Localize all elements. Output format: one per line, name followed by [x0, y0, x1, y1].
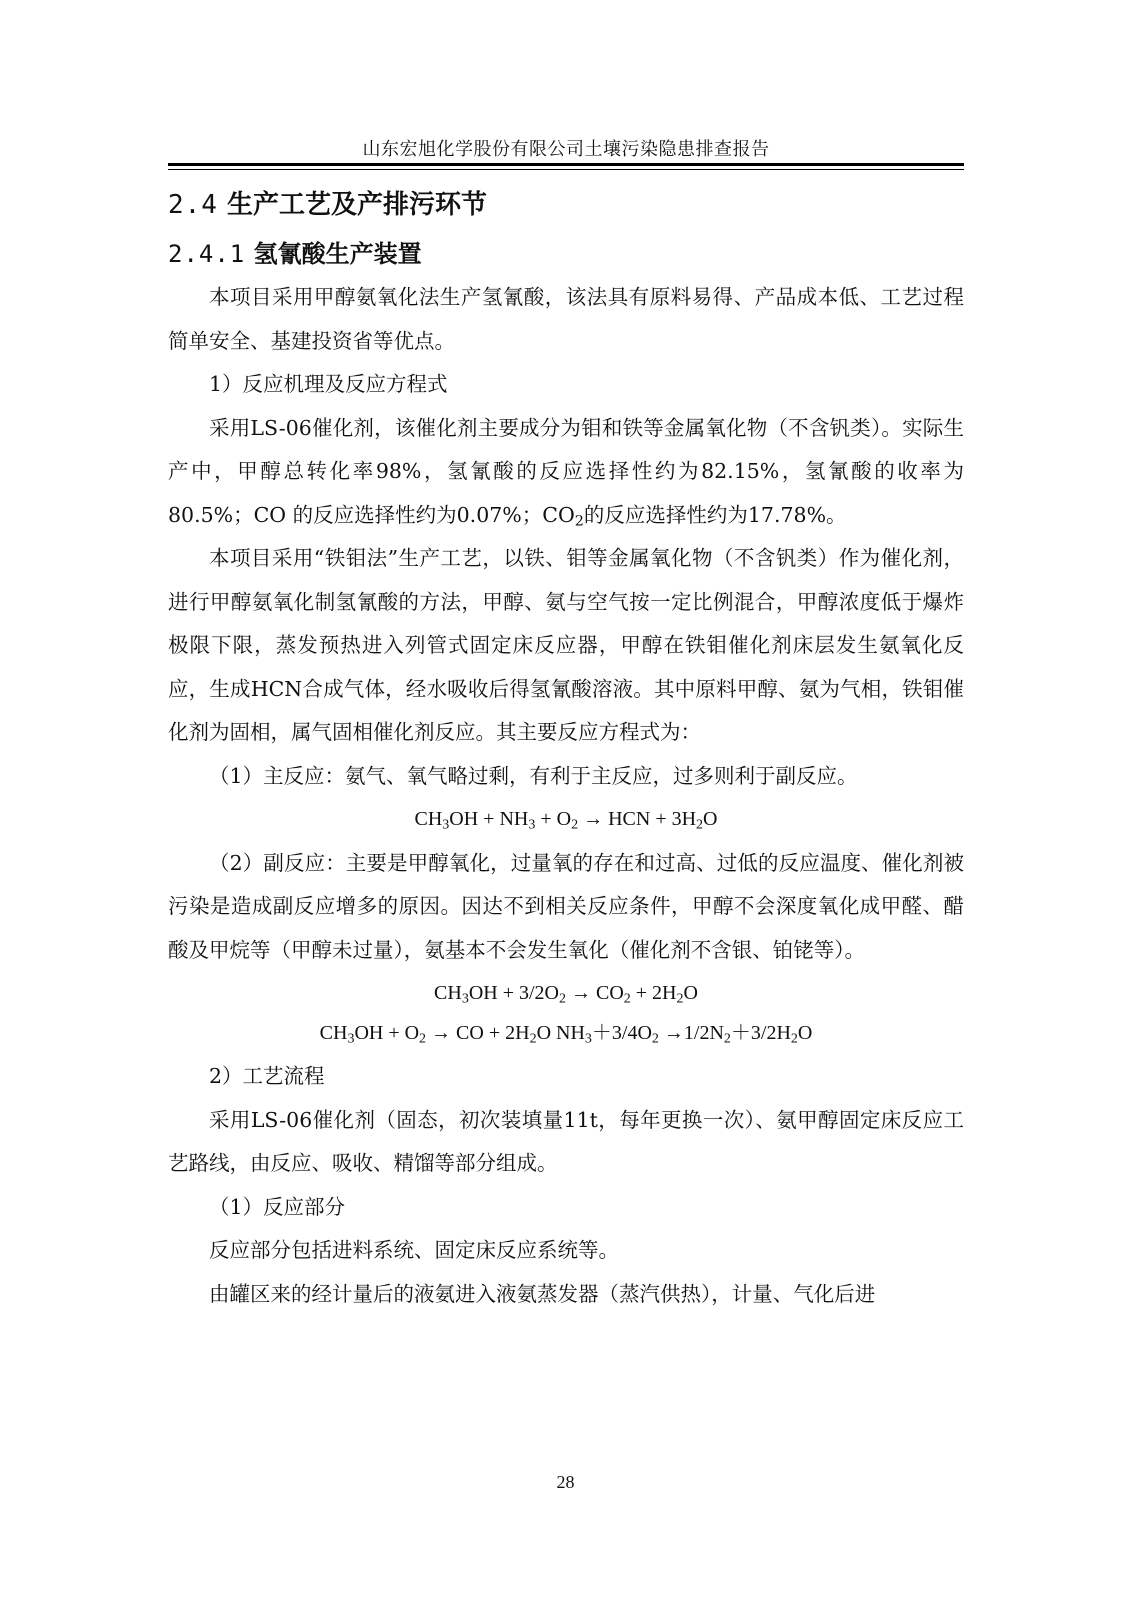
subsection-title: 氢氰酸生产装置: [253, 239, 422, 268]
subsection-number: 2.4.1: [168, 240, 246, 268]
subsection-heading: [168, 234, 964, 274]
equation-side-reaction-2: $CH_3OH + O_2$ → CO + $2H_2O$ $NH_3+3/4O_2 \to 1/2N_2+3/2H_2O$: [319, 1021, 813, 1046]
list-item-mechanism: 1）反应机理及反应方程式: [209, 372, 448, 396]
header-rule-thin: [168, 169, 964, 170]
section-title: 生产工艺及产排污环节: [227, 190, 488, 220]
list-item-process-flow: 2）工艺流程: [209, 1064, 325, 1088]
section-heading: [168, 182, 964, 228]
part-reaction-description: 反应部分包括进料系统、固定床反应系统等。: [209, 1238, 619, 1262]
main-reaction-paragraph: （1）主反应：氨气、氧气略过剩，有利于主反应，过多则利于副反应。: [209, 763, 858, 788]
ammonia-paragraph: 由罐区来的经计量后的液氨进入液氨蒸发器（蒸汽供热），计量、气化后进: [209, 1281, 876, 1306]
catalyst-subscript: 2: [574, 513, 584, 530]
process-paragraph: 本项目采用“铁钼法”生产工艺，以铁、钼等金属氧化物（不含钒类）作为催化剂，进行甲醇氨氧化制氢氰酸的方法，甲醇、氨与空气按一定比例混合，甲醇浓度低于爆炸极限下限，蒸发预热进入列管式固定床反应器，甲醇在铁钼催化剂床层发生氨氧化反应，生成HCN合成气体，经水吸收后得氢氰酸溶液。其中原料甲醇、氨为气相，铁钼催化剂为固相，属气固相催化剂反应。其主要反应方程式为：: [168, 546, 964, 744]
intro-paragraph: 本项目采用甲醇氨氧化法生产氢氰酸，该法具有原料易得、产品成本低、工艺过程简单安全、基建投资省等优点。: [168, 285, 964, 353]
equation-side-reaction-1: $CH_3OH + 3/2O_2 \to CO_2 + 2H_2O$: [434, 982, 698, 1007]
catalyst-text-b: 的反应选择性约为17.78%。: [583, 502, 847, 527]
document-body: [168, 182, 964, 1316]
page-header: 山东宏旭化学股份有限公司土壤污染隐患排查报告: [362, 139, 770, 160]
equation-main-reaction: $CH_3OH + NH_3 + O_2$ → HCN + $3H_2O$: [414, 808, 718, 833]
header-rule-thick: [168, 163, 964, 166]
side-reaction-paragraph: （2）副反应：主要是甲醇氧化，过量氧的存在和过高、过低的反应温度、催化剂被污染是造成副反应增多的原因。因达不到相关反应条件，甲醇不会深度氧化成甲醛、醋酸及甲烷等（甲醇未过量），氨基本不会发生氧化（催化剂不含银、铂铑等）。: [168, 850, 964, 962]
page-number: 28: [556, 1472, 575, 1492]
catalyst-text-a: 采用LS-06催化剂，该催化剂主要成分为钼和铁等金属氧化物（不含钒类）。实际生产中，甲醇总转化率98%，氢氰酸的反应选择性约为82.15%，氢氰酸的收率为80.5%；CO 的反应选择性约为0.07%；CO: [168, 415, 964, 527]
section-number: 2.4: [168, 190, 218, 220]
flow-paragraph: 采用LS-06催化剂（固态，初次装填量11t，每年更换一次）、氨甲醇固定床反应工艺路线，由反应、吸收、精馏等部分组成。: [168, 1107, 964, 1175]
part-reaction-heading: （1）反应部分: [209, 1194, 346, 1219]
catalyst-paragraph: [168, 407, 964, 538]
